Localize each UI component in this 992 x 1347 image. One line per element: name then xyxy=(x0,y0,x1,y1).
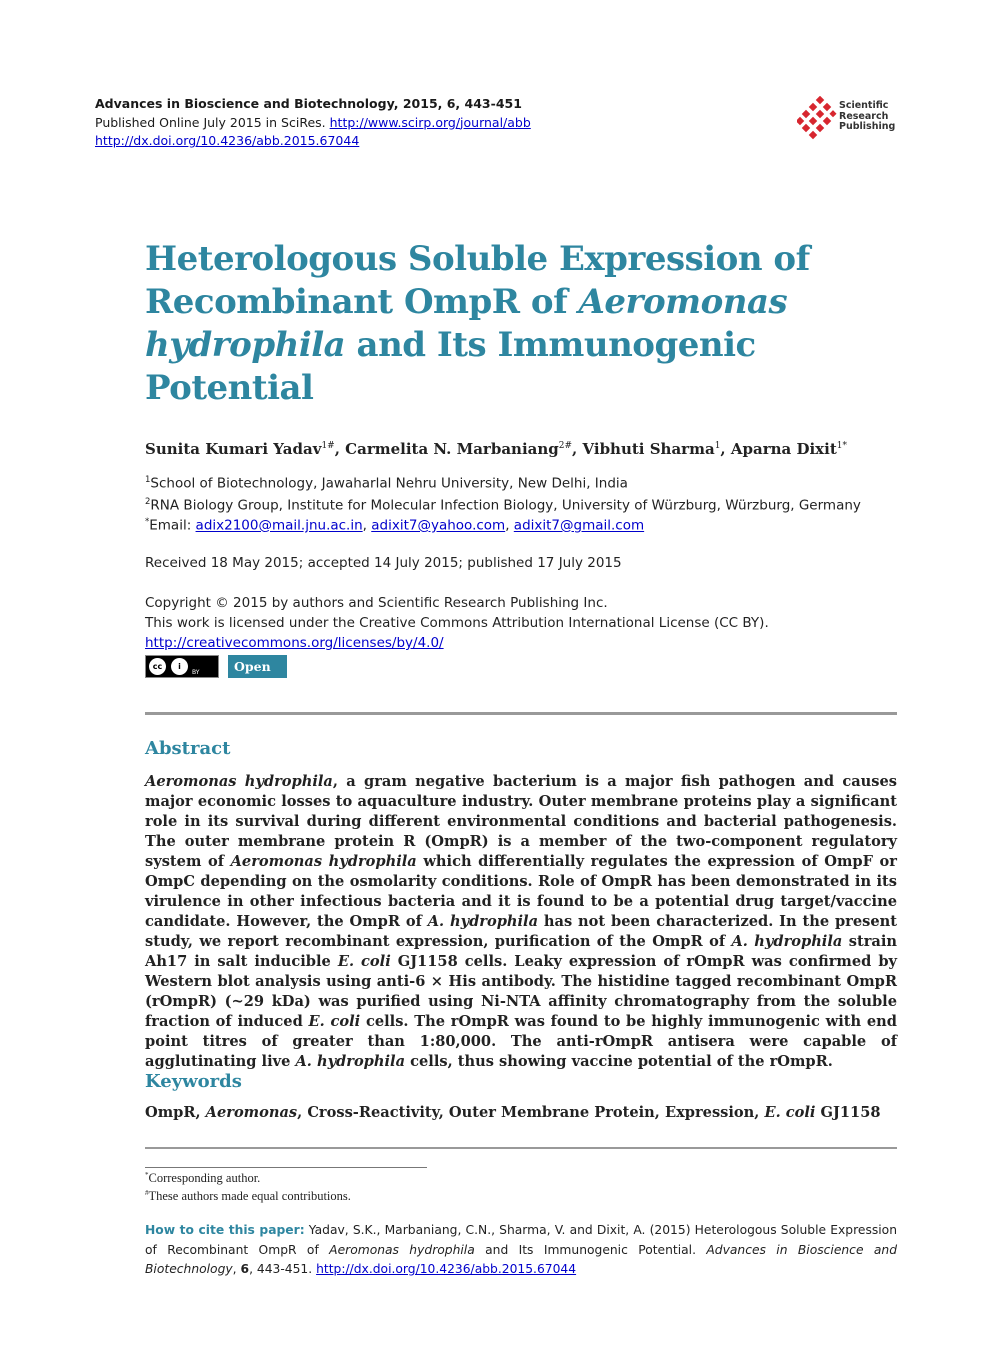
publisher-logo xyxy=(797,96,907,140)
title-part-1: Heterologous Soluble Expression of Recombinant OmpR of xyxy=(145,239,810,322)
citation-segment: , xyxy=(232,1262,241,1276)
author-list: Sunita Kumari Yadav$^{1\#}$, Carmelita N. Marbaniang$^{2\#}$, Vibhuti Sharma$^1$, Aparna Dixit$^{1*}$ xyxy=(145,440,847,458)
author-name: Vibhuti Sharma xyxy=(582,440,715,458)
author-name: Carmelita N. Marbaniang xyxy=(345,440,559,458)
abstract-text-segment: cells. The rOmpR was found to be highly immunogenic with end point titres of greater than 1:80,000. The anti-rOmpR antisera were capable of agglutinating live xyxy=(145,1013,897,1070)
by-label: BY xyxy=(192,669,200,676)
author-affiliation-mark: 1# xyxy=(321,441,335,451)
journal-citation-line: Advances in Bioscience and Biotechnology, 2015, 6, 443-451 xyxy=(95,96,522,111)
license-url-line xyxy=(145,633,905,654)
footnote-2-mark: # xyxy=(145,1189,149,1197)
abstract-body xyxy=(145,772,897,1072)
affiliation-2-text: RNA Biology Group, Institute for Molecular Infection Biology, University of Würzburg, Würzburg, Germany xyxy=(150,497,861,514)
citation-doi-link[interactable]: http://dx.doi.org/10.4236/abb.2015.67044 xyxy=(316,1262,577,1276)
abstract-text-segment: A. hydrophila xyxy=(427,913,539,930)
abstract-text-segment: E. coli xyxy=(337,953,391,970)
author-name: Aparna Dixit xyxy=(730,440,837,458)
keyword-segment: OmpR, xyxy=(145,1104,206,1121)
abstract-text-segment: GJ1158 cells. Leaky expression of rOmpR was confirmed by Western blot analysis using anti-6 × His antibody. The histidine tagged recombinant OmpR (rOmpR) (~29 kDa) was purified using Ni-NTA affinity chromatography from the soluble fraction of induced xyxy=(145,953,897,1030)
abstract-text-segment: strain Ah17 in salt inducible xyxy=(145,933,897,970)
email-line: *Email: adix2100@mail.jnu.ac.in, adixit7@yahoo.com, adixit7@gmail.com xyxy=(145,517,645,534)
footnote-1-text: Corresponding author. xyxy=(148,1171,261,1186)
affiliation-2-mark: 2 xyxy=(145,497,151,507)
attribution-icon: i xyxy=(171,658,188,675)
how-to-cite xyxy=(145,1221,897,1280)
logo-line-1: Scientific xyxy=(839,100,889,111)
open-access-badge: Open Access xyxy=(228,655,287,678)
citation-segment: Yadav, S.K., Marbaniang, C.N., Sharma, V. and Dixit, A. (2015) Heterologous Soluble Expression of Recombinant OmpR of xyxy=(145,1223,897,1257)
affiliation-1-text: School of Biotechnology, Jawaharlal Nehru University, New Delhi, India xyxy=(150,475,628,492)
citation-segment: and Its Immunogenic Potential. xyxy=(474,1242,707,1257)
citation-segment: , 443-451. xyxy=(249,1262,317,1276)
affiliation-1 xyxy=(145,470,905,494)
abstract-text-segment: E. coli xyxy=(308,1013,361,1030)
abstract-text-segment: cells, thus showing vaccine potential of the rOmpR. xyxy=(405,1053,833,1070)
abstract-text-segment: has not been characterized. In the present study, we report recombinant expression, purification of the OmpR of xyxy=(145,913,897,950)
citation-segment: Aeromonas hydrophila xyxy=(329,1242,475,1257)
license-line: This work is licensed under the Creative Commons Attribution International License (CC BY). xyxy=(145,615,769,631)
abstract-text-segment: , a gram negative bacterium is a major fish pathogen and causes major economic losses to aquaculture industry. Outer membrane proteins play a significant role in its survival during different environmental conditions and bacterial pathogenesis. The outer membrane protein R (OmpR) is a member of the two-component regulatory system of xyxy=(145,773,897,870)
section-divider-top xyxy=(145,712,897,715)
publication-dates: Received 18 May 2015; accepted 14 July 2015; published 17 July 2015 xyxy=(145,555,622,571)
paper-title xyxy=(145,238,865,410)
footnote-rule xyxy=(145,1167,427,1168)
journal-header xyxy=(95,95,795,151)
affiliation-1-mark: 1 xyxy=(145,475,151,485)
doi-link[interactable]: http://dx.doi.org/10.4236/abb.2015.67044 xyxy=(95,133,360,148)
keywords-heading: Keywords xyxy=(145,1071,242,1092)
copyright-line: Copyright © 2015 by authors and Scientific Research Publishing Inc. xyxy=(145,595,608,611)
footnote-2-text: These authors made equal contributions. xyxy=(148,1189,351,1204)
published-line xyxy=(95,114,795,133)
email-label: Email: xyxy=(149,517,196,534)
abstract-text-segment: A. hydrophila xyxy=(731,933,843,950)
email-link-2[interactable]: adixit7@yahoo.com xyxy=(371,517,506,534)
author-affiliation-mark: 1 xyxy=(714,441,721,451)
abstract-text-segment: A. hydrophila xyxy=(295,1053,406,1070)
abstract-text-segment: which differentially regulates the expression of OmpF or OmpC depending on the osmolarity conditions. Role of OmpR has been demonstrated in its virulence in other infectious bacteria and it is found to be a potential drug target/vaccine candidate. However, the OmpR of xyxy=(145,853,897,930)
footnote-1-mark: * xyxy=(145,1171,149,1179)
email-link-3[interactable]: adixit7@gmail.com xyxy=(513,517,645,534)
journal-link[interactable]: http://www.scirp.org/journal/abb xyxy=(329,114,531,130)
author-name: Sunita Kumari Yadav xyxy=(145,440,322,458)
publisher-logo-text xyxy=(839,101,895,133)
keyword-segment: Aeromonas xyxy=(205,1104,298,1121)
email-mark: * xyxy=(145,517,150,527)
keyword-segment: GJ1158 xyxy=(815,1104,881,1121)
cc-icon: cc xyxy=(149,658,166,675)
abstract-text-segment: Aeromonas hydrophila xyxy=(230,853,417,870)
author-affiliation-mark: 1* xyxy=(836,441,847,451)
email-link-1[interactable]: adix2100@mail.jnu.ac.in xyxy=(195,517,363,534)
keywords-list xyxy=(145,1104,897,1121)
title-organism: Aeromonas hydrophila xyxy=(145,282,788,365)
footnote-corresponding xyxy=(145,1171,260,1186)
publisher-logo-icon xyxy=(797,96,837,140)
section-divider-bottom xyxy=(145,1147,897,1149)
footnote-equal-contribution xyxy=(145,1189,351,1204)
published-prefix: Published Online July 2015 in SciRes. xyxy=(95,114,326,130)
license-link[interactable]: http://creativecommons.org/licenses/by/4.0/ xyxy=(145,635,444,651)
abstract-text-segment: Aeromonas hydrophila xyxy=(145,773,333,790)
citation-segment: 6 xyxy=(240,1262,250,1276)
logo-line-3: Publishing xyxy=(839,121,896,132)
keyword-segment: E. coli xyxy=(764,1104,816,1121)
title-part-2: and Its Immunogenic Potential xyxy=(145,325,756,408)
how-to-cite-label: How to cite this paper: xyxy=(145,1223,305,1237)
keyword-segment: , Cross-Reactivity, Outer Membrane Protein, Expression, xyxy=(297,1104,765,1121)
logo-line-2: Research xyxy=(839,110,889,122)
cc-by-badge[interactable] xyxy=(145,655,219,678)
author-affiliation-mark: 2# xyxy=(558,441,573,451)
abstract-heading: Abstract xyxy=(145,738,231,759)
citation-segment: Advances in Bioscience and Biotechnology xyxy=(145,1242,898,1276)
